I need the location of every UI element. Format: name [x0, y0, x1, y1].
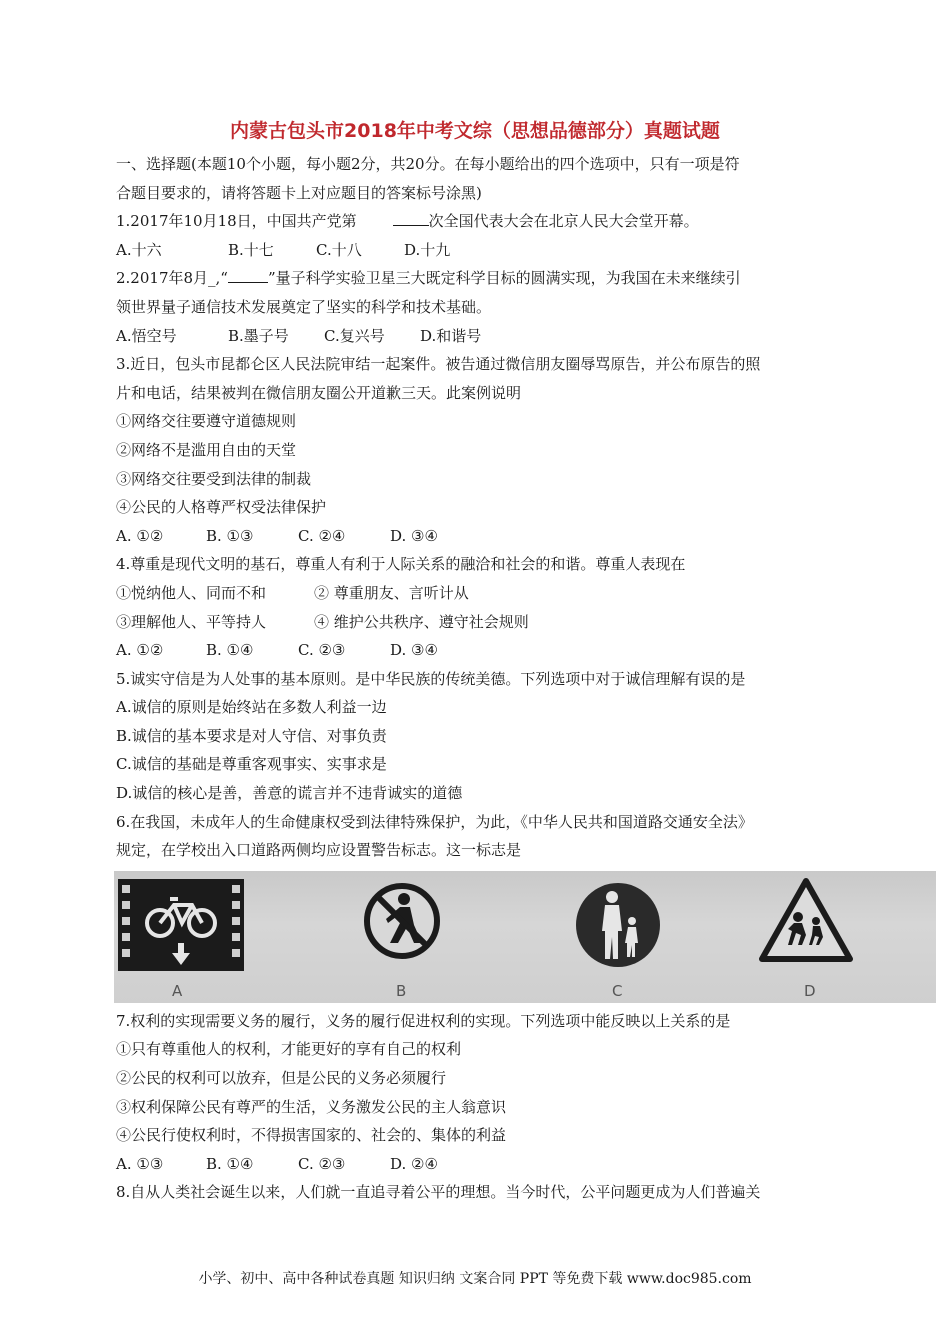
q5-stem: 5.诚实守信是为人处事的基本原则。是中华民族的传统美德。下列选项中对于诚信理解有误的是	[116, 669, 746, 688]
q1-options: A.十六 B.十七 C.十八 D.十九	[116, 240, 451, 259]
sign-label-d: D	[804, 981, 816, 1000]
no-pedestrian-sign-icon	[362, 881, 442, 961]
q8-stem: 8.自从人类社会诞生以来，人们就一直追寻着公平的理想。当今时代，公平问题更成为人们普遍关	[116, 1183, 761, 1202]
q2-stem: 2.2017年8月_,“ ”量子科学实验卫星三大既定科学目标的圆满实现，为我国在未来继续引	[116, 264, 836, 293]
q4-items-row2: ③理解他人、平等持人 ④ 维护公共秩序、遵守社会规则	[116, 612, 529, 631]
q2-options: A.悟空号 B.墨子号 C.复兴号 D.和谐号	[116, 326, 482, 345]
q7-options: A. ①③ B. ①④ C. ②③ D. ②④	[116, 1154, 438, 1173]
q7-item-1: ①只有尊重他人的权利，才能更好的享有自己的权利	[116, 1040, 462, 1059]
q3-stem: 3.近日，包头市昆都仑区人民法院审结一起案件。被告通过微信朋友圈辱骂原告，并公布原告的照	[116, 355, 761, 374]
q5-option-c: C.诚信的基础是尊重客观事实、实事求是	[116, 755, 387, 774]
q5-option-a: A.诚信的原则是始终站在多数人利益一边	[116, 698, 387, 717]
q6-stem: 6.在我国，未成年人的生命健康权受到法律特殊保护，为此，《中华人民共和国道路交通安全法》	[116, 812, 753, 831]
q1-stem: 1.2017年10月18日，中国共产党第 次全国代表大会在北京人民大会堂开幕。	[116, 207, 836, 236]
page-footer: 小学、初中、高中各种试卷真题 知识归纳 文案合同 PPT 等免费下载 www.doc985.com	[198, 1271, 752, 1287]
q6-stem-cont: 规定，在学校出入口道路两侧均应设置警告标志。这一标志是	[116, 841, 522, 860]
q1-blank	[393, 207, 429, 226]
section-instruction-line2: 合题目要求的，请将答题卡上对应题目的答案标号涂黑)	[116, 183, 482, 202]
sign-label-a: A	[172, 981, 183, 1000]
q7-stem: 7.权利的实现需要义务的履行，义务的履行促进权利的实现。下列选项中能反映以上关系的是	[116, 1011, 731, 1030]
page-title: 内蒙古包头市2018年中考文综（思想品德部分）真题试题	[230, 120, 720, 142]
traffic-signs-image	[114, 871, 936, 1003]
q7-item-3: ③权利保障公民有尊严的生活，义务激发公民的主人翁意识	[116, 1097, 507, 1116]
bicycle-lane-sign-icon	[118, 879, 244, 971]
q7-item-4: ④公民行使权利时，不得损害国家的、社会的、集体的利益	[116, 1126, 507, 1145]
document-body	[116, 150, 836, 1207]
sign-label-b: B	[396, 981, 407, 1000]
q3-options: A. ①② B. ①③ C. ②④ D. ③④	[116, 526, 438, 545]
q2-blank	[228, 264, 268, 283]
children-warning-sign-icon	[758, 877, 854, 963]
pedestrian-child-sign-icon	[574, 881, 662, 969]
q3-item-1: ①网络交往要遵守道德规则	[116, 412, 297, 431]
section-instruction-line1: 一、选择题(本题10个小题，每小题2分，共20分。在每小题给出的四个选项中，只有一项是符	[116, 155, 740, 173]
q2-stem-cont: 领世界量子通信技术发展奠定了坚实的科学和技术基础。	[116, 297, 492, 316]
q5-option-d: D.诚信的核心是善，善意的谎言并不违背诚实的道德	[116, 784, 463, 803]
q3-item-4: ④公民的人格尊严权受法律保护	[116, 498, 327, 517]
sign-label-c: C	[612, 981, 623, 1000]
q7-item-2: ②公民的权利可以放弃，但是公民的义务必须履行	[116, 1069, 447, 1088]
q4-stem: 4.尊重是现代文明的基石，尊重人有利于人际关系的融洽和社会的和谐。尊重人表现在	[116, 555, 686, 574]
q3-item-3: ③网络交往要受到法律的制裁	[116, 469, 312, 488]
q3-stem-cont: 片和电话，结果被判在微信朋友圈公开道歉三天。此案例说明	[116, 383, 522, 402]
q3-item-2: ②网络不是滥用自由的天堂	[116, 440, 297, 459]
q5-option-b: B.诚信的基本要求是对人守信、对事负责	[116, 726, 387, 745]
q4-items-row1: ①悦纳他人、同而不和 ② 尊重朋友、言听计从	[116, 583, 469, 602]
q4-options: A. ①② B. ①④ C. ②③ D. ③④	[116, 641, 438, 660]
